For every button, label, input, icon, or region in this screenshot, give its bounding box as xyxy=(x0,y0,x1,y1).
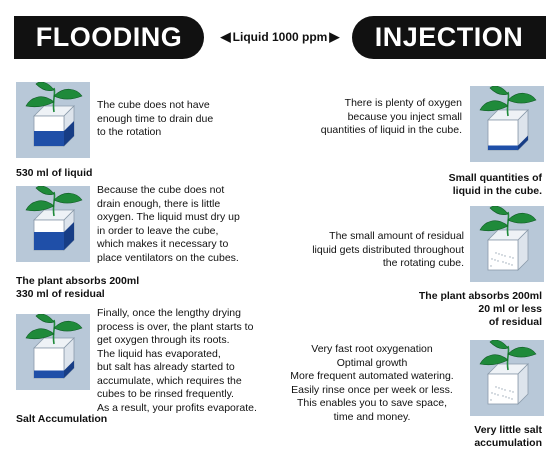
flooding-step2-caption: The plant absorbs 200ml 330 ml of residual xyxy=(16,275,140,300)
residual-dot xyxy=(509,390,510,391)
residual-dot xyxy=(491,392,492,393)
left-arrow-icon: ◀ xyxy=(220,29,231,44)
residual-dot xyxy=(504,389,505,390)
water-level xyxy=(34,371,64,379)
flooding-step2-cube-icon xyxy=(16,186,90,262)
residual-dot xyxy=(491,258,492,259)
residual-dot xyxy=(509,256,510,257)
injection-step1-cube-icon xyxy=(470,86,544,162)
residual-dot xyxy=(511,264,512,265)
injection-step3-cube-icon xyxy=(470,340,544,416)
flooding-title: FLOODING xyxy=(35,22,183,52)
residual-dot xyxy=(494,259,495,260)
injection-step1-text: There is plenty of oxygen because you inject small quantities of liquid in the cube. xyxy=(320,97,462,136)
water-level xyxy=(488,146,518,151)
residual-dot xyxy=(495,252,496,253)
residual-dot xyxy=(501,254,502,255)
liquid-concentration-text: Liquid 1000 ppm xyxy=(232,30,328,44)
residual-dot xyxy=(498,387,499,388)
residual-dot xyxy=(490,265,491,266)
flooding-step3-cube-icon xyxy=(16,314,90,390)
residual-dot xyxy=(512,391,513,392)
residual-dot xyxy=(512,257,513,258)
residual-dot xyxy=(508,397,509,398)
flooding-step1-text: The cube does not have enough time to drain due to the rotation xyxy=(97,99,214,138)
injection-step3-caption: Very little salt accumulation xyxy=(474,424,542,449)
flooding-step1-cube-icon xyxy=(16,82,90,158)
residual-dot xyxy=(504,255,505,256)
residual-dot xyxy=(508,263,509,264)
injection-step3-text: Very fast root oxygenation Optimal growth More frequent automated watering. Easily rinse once per week or less. This enables you to save space, time and money. xyxy=(290,343,454,423)
residual-dot xyxy=(497,394,498,395)
residual-dot xyxy=(495,386,496,387)
water-level xyxy=(34,131,64,146)
injection-step1-caption: Small quantities of liquid in the cube. xyxy=(448,172,542,197)
residual-dot xyxy=(494,393,495,394)
flooding-title-banner xyxy=(14,16,204,59)
residual-dot xyxy=(502,261,503,262)
cube-front-face xyxy=(488,374,518,404)
liquid-concentration-label xyxy=(209,26,351,48)
injection-step2-caption: The plant absorbs 200ml 20 ml or less of residual xyxy=(418,290,542,328)
injection-title: INJECTION xyxy=(374,22,524,52)
residual-dot xyxy=(498,253,499,254)
flooding-step2-text: Because the cube does not drain enough, there is little oxygen. The liquid must dry up in order to leave the cube, which makes it necessary to place ventilators on the cubes. xyxy=(97,184,240,264)
flooding-step3-caption: Salt Accumulation xyxy=(16,413,108,425)
residual-dot xyxy=(490,399,491,400)
flooding-step1-caption: 530 ml of liquid xyxy=(16,167,93,179)
residual-dot xyxy=(497,260,498,261)
cube-front-face xyxy=(488,240,518,270)
residual-dot xyxy=(511,398,512,399)
right-arrow-icon: ▶ xyxy=(329,29,340,44)
residual-dot xyxy=(501,388,502,389)
injection-step2-text: The small amount of residual liquid gets distributed throughout the rotating cube. xyxy=(312,230,464,269)
flooding-step3-text: Finally, once the lengthy drying process is over, the plant starts to get oxygen through its roots. The liquid has evaporated, but salt has already started to accumulate, which requires the cubes to be rinsed frequently. As a result, your profits evaporate. xyxy=(97,307,257,414)
injection-title-banner xyxy=(352,16,546,59)
residual-dot xyxy=(505,396,506,397)
water-level xyxy=(34,232,64,250)
residual-dot xyxy=(505,262,506,263)
injection-step2-cube-icon xyxy=(470,206,544,282)
residual-dot xyxy=(502,395,503,396)
